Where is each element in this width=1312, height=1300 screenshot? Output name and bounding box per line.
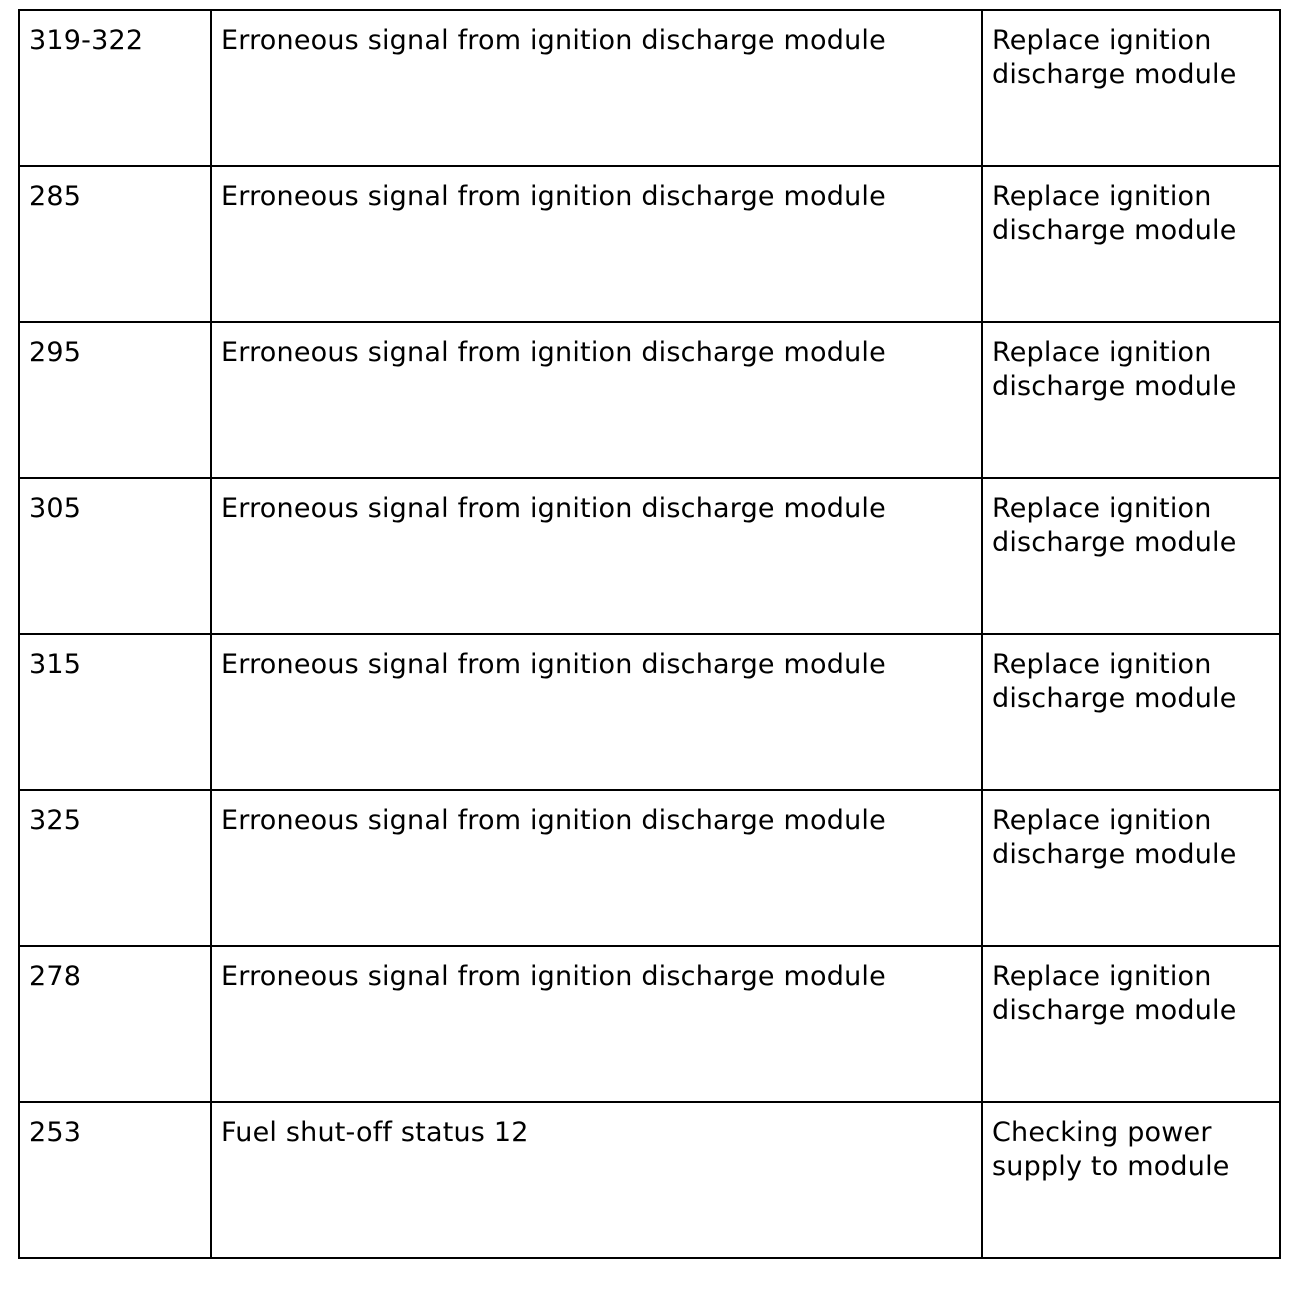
table-row — [19, 1102, 1280, 1258]
fault-code-cell: 253 — [19, 1102, 211, 1258]
action-cell: Replace ignition discharge module — [982, 166, 1280, 322]
action-cell: Replace ignition discharge module — [982, 946, 1280, 1102]
table-row — [19, 790, 1280, 946]
description-cell: Erroneous signal from ignition discharge module — [211, 478, 982, 634]
description-cell: Erroneous signal from ignition discharge module — [211, 634, 982, 790]
fault-code-cell: 278 — [19, 946, 211, 1102]
action-cell: Replace ignition discharge module — [982, 790, 1280, 946]
action-cell: Replace ignition discharge module — [982, 322, 1280, 478]
description-cell: Fuel shut-off status 12 — [211, 1102, 982, 1258]
action-cell: Replace ignition discharge module — [982, 10, 1280, 166]
action-cell: Checking power supply to module — [982, 1102, 1280, 1258]
description-cell: Erroneous signal from ignition discharge module — [211, 790, 982, 946]
table-row — [19, 478, 1280, 634]
table-row — [19, 322, 1280, 478]
action-cell: Replace ignition discharge module — [982, 634, 1280, 790]
description-cell: Erroneous signal from ignition discharge module — [211, 166, 982, 322]
fault-code-cell: 295 — [19, 322, 211, 478]
fault-code-cell: 319-322 — [19, 10, 211, 166]
description-cell: Erroneous signal from ignition discharge module — [211, 946, 982, 1102]
fault-code-cell: 315 — [19, 634, 211, 790]
description-cell: Erroneous signal from ignition discharge module — [211, 10, 982, 166]
fault-code-cell: 325 — [19, 790, 211, 946]
fault-code-cell: 305 — [19, 478, 211, 634]
action-cell: Replace ignition discharge module — [982, 478, 1280, 634]
table-row — [19, 166, 1280, 322]
table-row — [19, 946, 1280, 1102]
fault-code-table — [18, 9, 1281, 1259]
table-row — [19, 10, 1280, 166]
table-row — [19, 634, 1280, 790]
description-cell: Erroneous signal from ignition discharge module — [211, 322, 982, 478]
fault-code-cell: 285 — [19, 166, 211, 322]
